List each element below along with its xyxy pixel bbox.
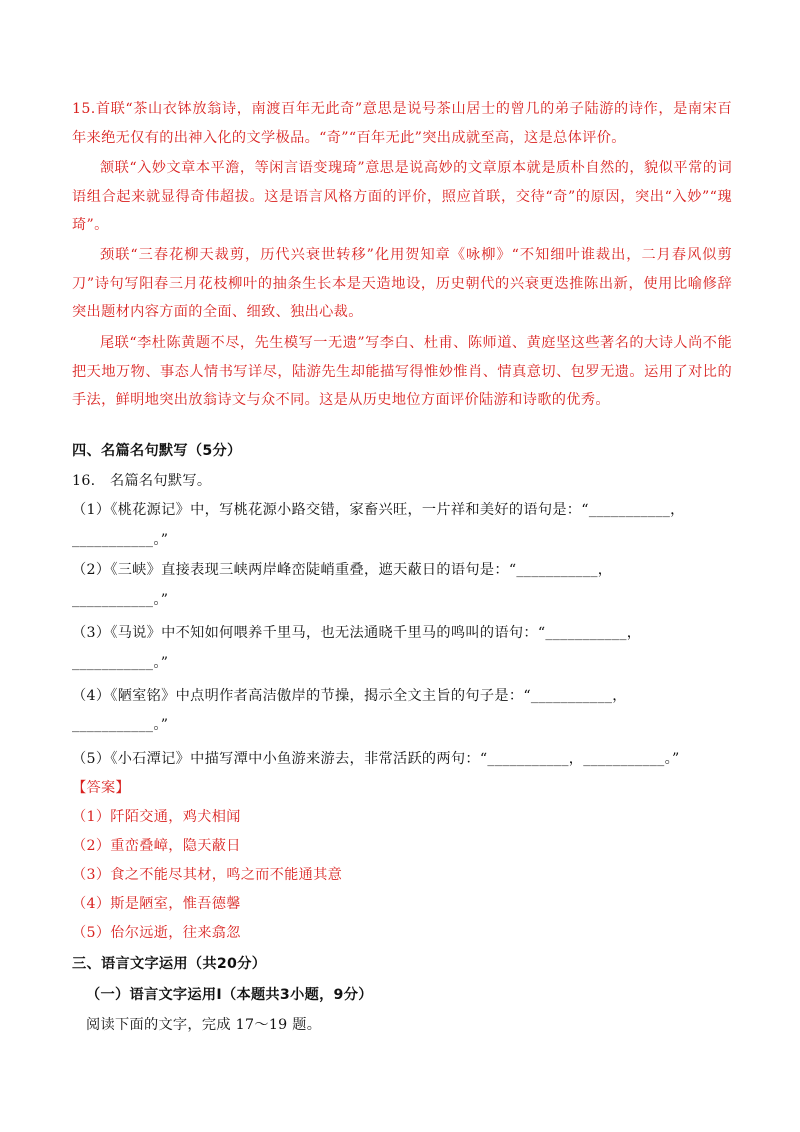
reading-instruction: 阅读下面的文字，完成 17～19 题。	[86, 1017, 322, 1033]
recitation-item-5-line-1: （5）《小石潭记》中描写潭中小鱼游来游去，非常活跃的两句：“___________，___________。”	[72, 751, 680, 767]
recitation-item-3-line-2: ___________。”	[72, 655, 169, 671]
recitation-item-2-line-2: ___________。”	[72, 592, 169, 608]
section-heading-4: 四、名篇名句默写（5分）	[72, 443, 242, 459]
question-16-label: 16. 名篇名句默写。	[72, 473, 212, 489]
section-heading-3: 三、语言文字运用（共20分）	[72, 956, 267, 972]
sub-section-heading: （一）语言文字运用Ⅰ（本题共3小题，9分）	[86, 987, 373, 1003]
recitation-item-4-line-1: （4）《陋室铭》中点明作者高洁傲岸的节操，揭示全文主旨的句子是：“___________，	[72, 688, 627, 704]
recitation-item-1-line-1: （1）《桃花源记》中，写桃花源小路交错，家畜兴旺，一片祥和美好的语句是：“___________，	[72, 502, 685, 518]
q15-paragraph-2: 颔联“入妙文章本平澹，等闲言语变瑰琦”意思是说高妙的文章原本就是质朴自然的，貌似平常的词语组合起来就显得奇伟超拔。这是语言风格方面的评价，照应首联，交待“奇”的原因，突出“入妙”“瑰琦”。	[72, 160, 732, 234]
q15-paragraph-3: 颈联“三春花柳天裁剪，历代兴衰世转移”化用贺知章《咏柳》“不知细叶谁裁出，二月春风似剪刀”诗句写阳春三月花枝柳叶的抽条生长本是天造地设，历史朝代的兴衰更迭推陈出新，使用比喻修辞突出题材内容方面的全面、细致、独出心裁。	[72, 247, 732, 321]
recitation-item-3-line-1: （3）《马说》中不知如何喂养千里马，也无法通晓千里马的鸣叫的语句：“___________，	[72, 625, 642, 641]
recitation-item-1-line-2: ___________。”	[72, 532, 169, 548]
q15-paragraph-4: 尾联“李杜陈黄题不尽，先生模写一无遗”写李白、杜甫、陈师道、黄庭坚这些著名的大诗人尚不能把天地万物、事态人情书写详尽，陆游先生却能描写得惟妙惟肖、情真意切、包罗无遗。运用了对比的手法，鲜明地突出放翁诗文与众不同。这是从历史地位方面评价陆游和诗歌的优秀。	[72, 335, 732, 409]
answer-item-1: （1）阡陌交通，鸡犬相闻	[72, 809, 241, 825]
recitation-item-4-line-2: ___________。”	[72, 717, 169, 733]
q15-paragraph-1: 15.首联“茶山衣钵放翁诗，南渡百年无此奇”意思是说号茶山居士的曾几的弟子陆游的诗作，是南宋百年来绝无仅有的出神入化的文学极品。“奇”“百年无此”突出成就至高，这是总体评价。	[72, 101, 732, 146]
answer-label: 【答案】	[72, 780, 130, 796]
answer-item-3: （3）食之不能尽其材，鸣之而不能通其意	[72, 867, 343, 883]
answer-item-4: （4）斯是陋室，惟吾德馨	[72, 896, 241, 912]
answer-item-2: （2）重峦叠嶂，隐天蔽日	[72, 838, 241, 854]
recitation-item-2-line-1: （2）《三峡》直接表现三峡两岸峰峦陡峭重叠，遮天蔽日的语句是：“___________，	[72, 562, 613, 578]
answer-item-5: （5）佁尔远逝，往来翕忽	[72, 925, 241, 941]
